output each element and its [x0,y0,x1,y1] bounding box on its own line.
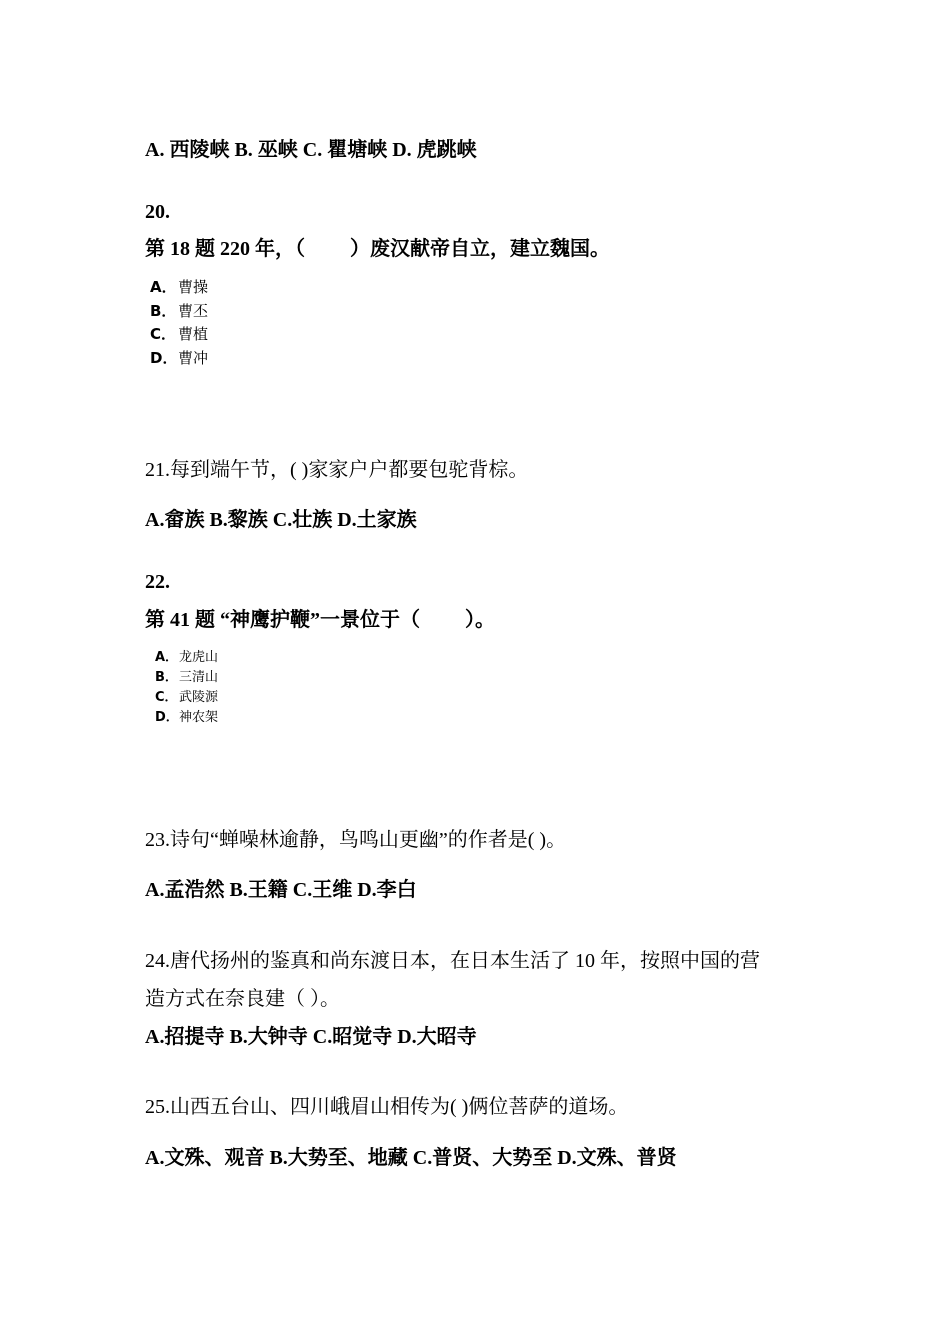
q22-number: 22. [145,571,170,593]
q22-option-a [155,646,218,665]
q22-option-c [155,686,218,705]
option-letter: B． [155,670,178,685]
q20-option-d [150,347,208,368]
option-letter: C． [155,690,178,705]
q22-option-d [155,706,218,725]
q21-options: A.畲族 B.黎族 C.壮族 D.土家族 [145,509,417,531]
q20-option-b [150,300,208,321]
option-text: 武陵源 [179,690,219,705]
q25-options: A.文殊、观音 B.大势至、地藏 C.普贤、大势至 D.文殊、普贤 [145,1147,677,1169]
q24-stem-line-2: 造方式在奈良建（ ）。 [145,988,340,1010]
q25-stem: 25.山西五台山、四川峨眉山相传为( )俩位菩萨的道场。 [145,1096,629,1118]
option-text: 曹冲 [178,349,209,367]
option-letter: A． [150,278,177,296]
option-text: 神农架 [179,710,219,725]
option-letter: B． [150,302,177,320]
option-letter: C． [150,325,177,343]
q23-stem: 23.诗句“蝉噪林逾静，鸟鸣山更幽”的作者是( )。 [145,829,567,851]
q20-option-c [150,323,208,344]
q24-stem-line-1: 24.唐代扬州的鉴真和尚东渡日本，在日本生活了 10 年，按照中国的营 [145,950,760,972]
q20-stem: 第 18 题 220 年，（ ）废汉献帝自立，建立魏国。 [145,238,610,260]
option-letter: D． [155,710,179,725]
option-text: 曹操 [178,278,209,296]
option-text: 龙虎山 [179,650,219,665]
q20-number: 20. [145,201,170,223]
q21-stem: 21.每到端午节，( )家家户户都要包驼背棕。 [145,459,529,481]
option-text: 曹植 [178,325,209,343]
q23-options: A.孟浩然 B.王籍 C.王维 D.李白 [145,879,417,901]
option-letter: D． [150,349,178,367]
option-text: 曹丕 [178,302,209,320]
q24-options: A.招提寺 B.大钟寺 C.昭觉寺 D.大昭寺 [145,1026,477,1048]
option-text: 三清山 [179,670,219,685]
q19-options: A. 西陵峡 B. 巫峡 C. 瞿塘峡 D. 虎跳峡 [145,139,477,161]
q20-option-a [150,276,208,297]
option-letter: A． [155,650,179,665]
q22-option-b [155,666,218,685]
q22-stem: 第 41 题 “神鹰护鞭”一景位于（ ）。 [145,609,495,631]
